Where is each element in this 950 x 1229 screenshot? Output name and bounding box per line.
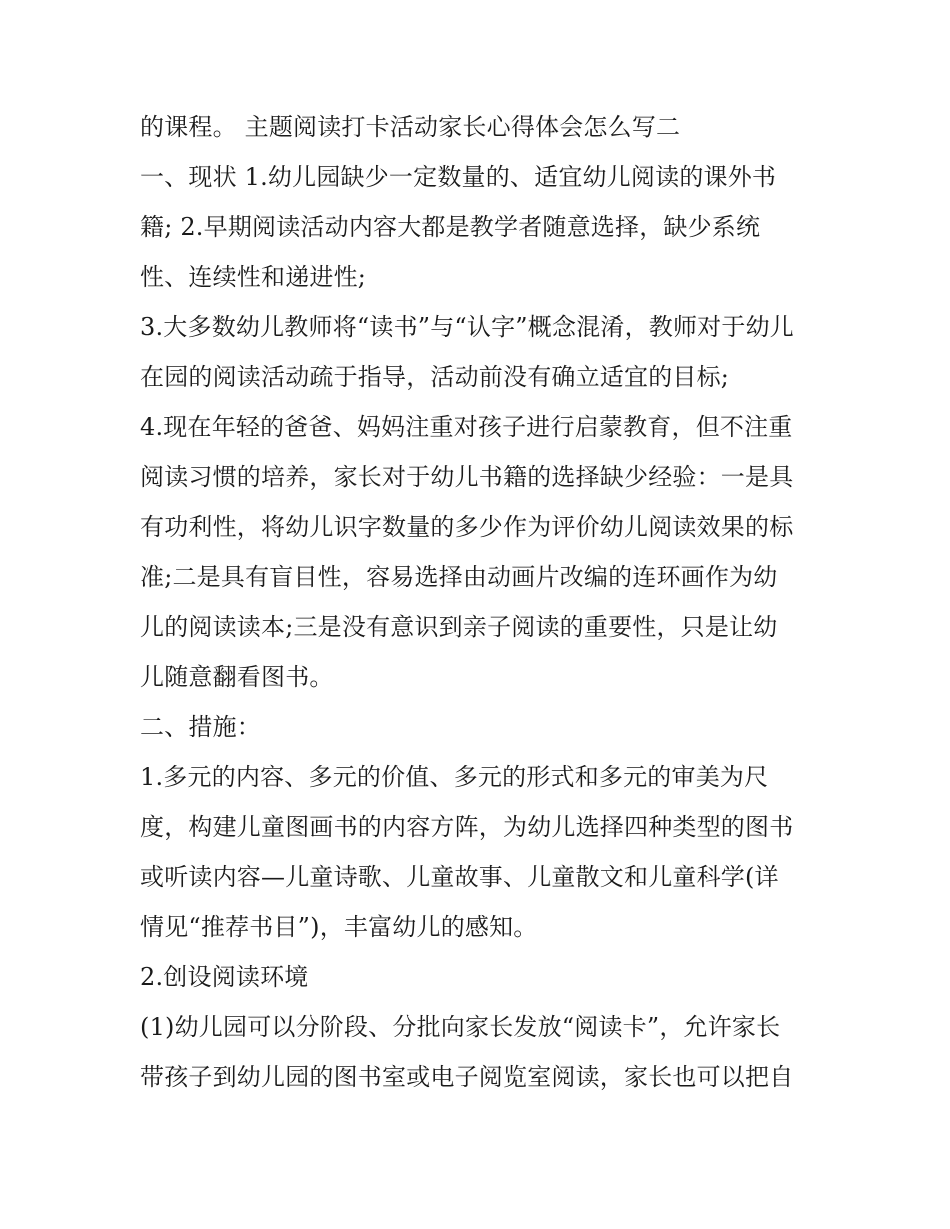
text-line: 情见“推荐书目”)，丰富幼儿的感知。 [140, 913, 538, 941]
text-line: 一、现状 1.幼儿园缺少一定数量的、适宜幼儿阅读的课外书 [140, 163, 777, 191]
text-line: 准;二是具有盲目性，容易选择由动画片改编的连环画作为幼 [140, 563, 778, 591]
text-line: 儿随意翻看图书。 [140, 663, 334, 691]
text-line: 有功利性，将幼儿识字数量的多少作为评价幼儿阅读效果的标 [140, 513, 794, 541]
text-line: 籍; 2.早期阅读活动内容大都是教学者随意选择，缺少系统 [140, 213, 761, 241]
text-line: 度，构建儿童图画书的内容方阵，为幼儿选择四种类型的图书 [140, 813, 794, 841]
text-line: 或听读内容—儿童诗歌、儿童故事、儿童散文和儿童科学(详 [140, 863, 779, 891]
text-line: (1)幼儿园可以分阶段、分批向家长发放“阅读卡”，允许家长 [140, 1013, 781, 1041]
text-line: 3.大多数幼儿教师将“读书”与“认字”概念混淆，教师对于幼儿 [140, 313, 794, 341]
text-line: 1.多元的内容、多元的价值、多元的形式和多元的审美为尺 [140, 763, 769, 791]
text-line: 在园的阅读活动疏于指导，活动前没有确立适宜的目标; [140, 363, 730, 391]
text-line: 带孩子到幼儿园的图书室或电子阅览室阅读，家长也可以把自 [140, 1063, 794, 1091]
section-heading: 二、措施： [140, 713, 261, 741]
text-line: 性、连续性和递进性; [140, 263, 367, 291]
document-body [140, 108, 820, 1108]
text-line: 4.现在年轻的爸爸、妈妈注重对孩子进行启蒙教育，但不注重 [140, 413, 793, 441]
subsection-heading: 2.创设阅读环境 [140, 963, 309, 991]
text-line: 的课程。 主题阅读打卡活动家长心得体会怎么写二 [140, 113, 681, 141]
text-line: 阅读习惯的培养，家长对于幼儿书籍的选择缺少经验：一是具 [140, 463, 794, 491]
text-line: 儿的阅读读本;三是没有意识到亲子阅读的重要性，只是让幼 [140, 613, 778, 641]
